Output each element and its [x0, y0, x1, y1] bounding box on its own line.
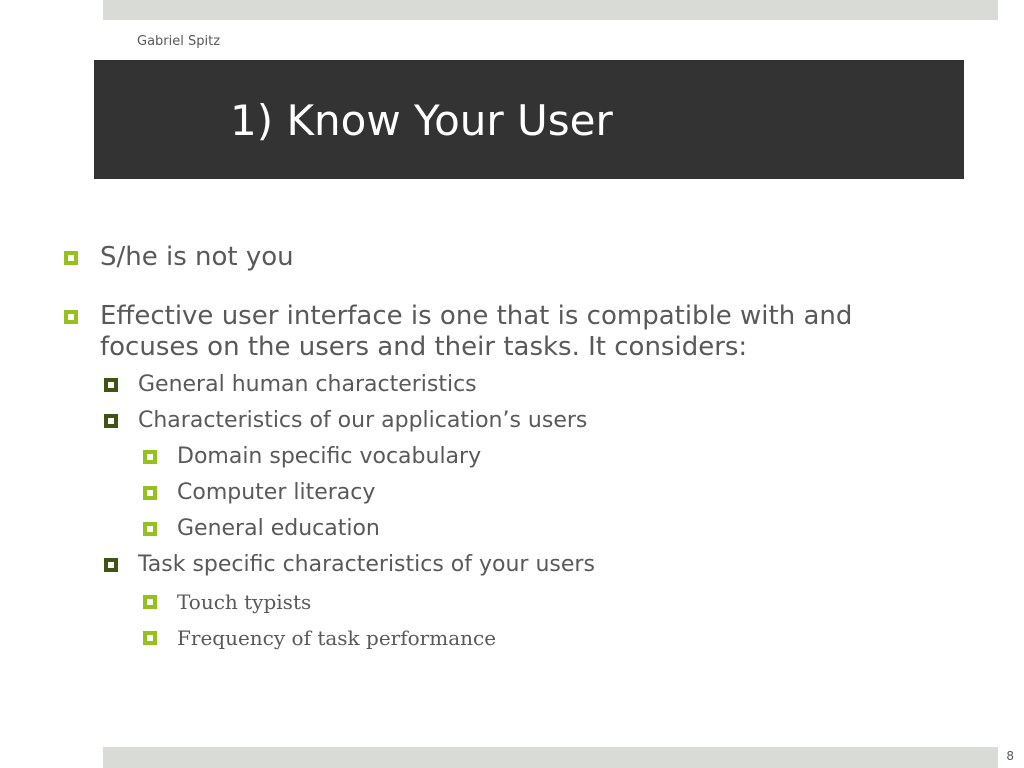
sub-sub-bullet-icon: [143, 450, 157, 464]
sub-bullet-item: Characteristics of our application’s users: [138, 408, 588, 433]
sub-sub-bullet-item: Frequency of task performance: [177, 626, 497, 650]
bullet-item: Effective user interface is one that is compatible with and: [100, 301, 853, 331]
sub-bullet-icon: [104, 378, 118, 392]
sub-sub-bullet-icon: [143, 595, 157, 609]
author-footer: Gabriel Spitz: [137, 34, 221, 49]
sub-sub-bullet-icon: [143, 522, 157, 536]
sub-bullet-icon: [104, 414, 118, 428]
sub-sub-bullet-icon: [143, 631, 157, 645]
sub-sub-bullet-item: General education: [177, 516, 380, 541]
sub-bullet-item: Task specific characteristics of your users: [138, 552, 595, 577]
slide-number: 8: [1006, 749, 1014, 763]
sub-sub-bullet-item: Domain specific vocabulary: [177, 444, 482, 469]
sub-sub-bullet-item: Computer literacy: [177, 480, 376, 505]
bullet-icon: [64, 251, 78, 265]
bullet-item-continuation: focuses on the users and their tasks. It considers:: [100, 332, 748, 362]
sub-sub-bullet-icon: [143, 486, 157, 500]
bullet-item: S/he is not you: [100, 242, 294, 272]
bullet-icon: [64, 310, 78, 324]
sub-bullet-item: General human characteristics: [138, 372, 477, 397]
sub-bullet-icon: [104, 558, 118, 572]
sub-sub-bullet-item: Touch typists: [177, 590, 312, 614]
bottom-band: [103, 747, 998, 768]
slide-title: 1) Know Your User: [230, 96, 613, 145]
